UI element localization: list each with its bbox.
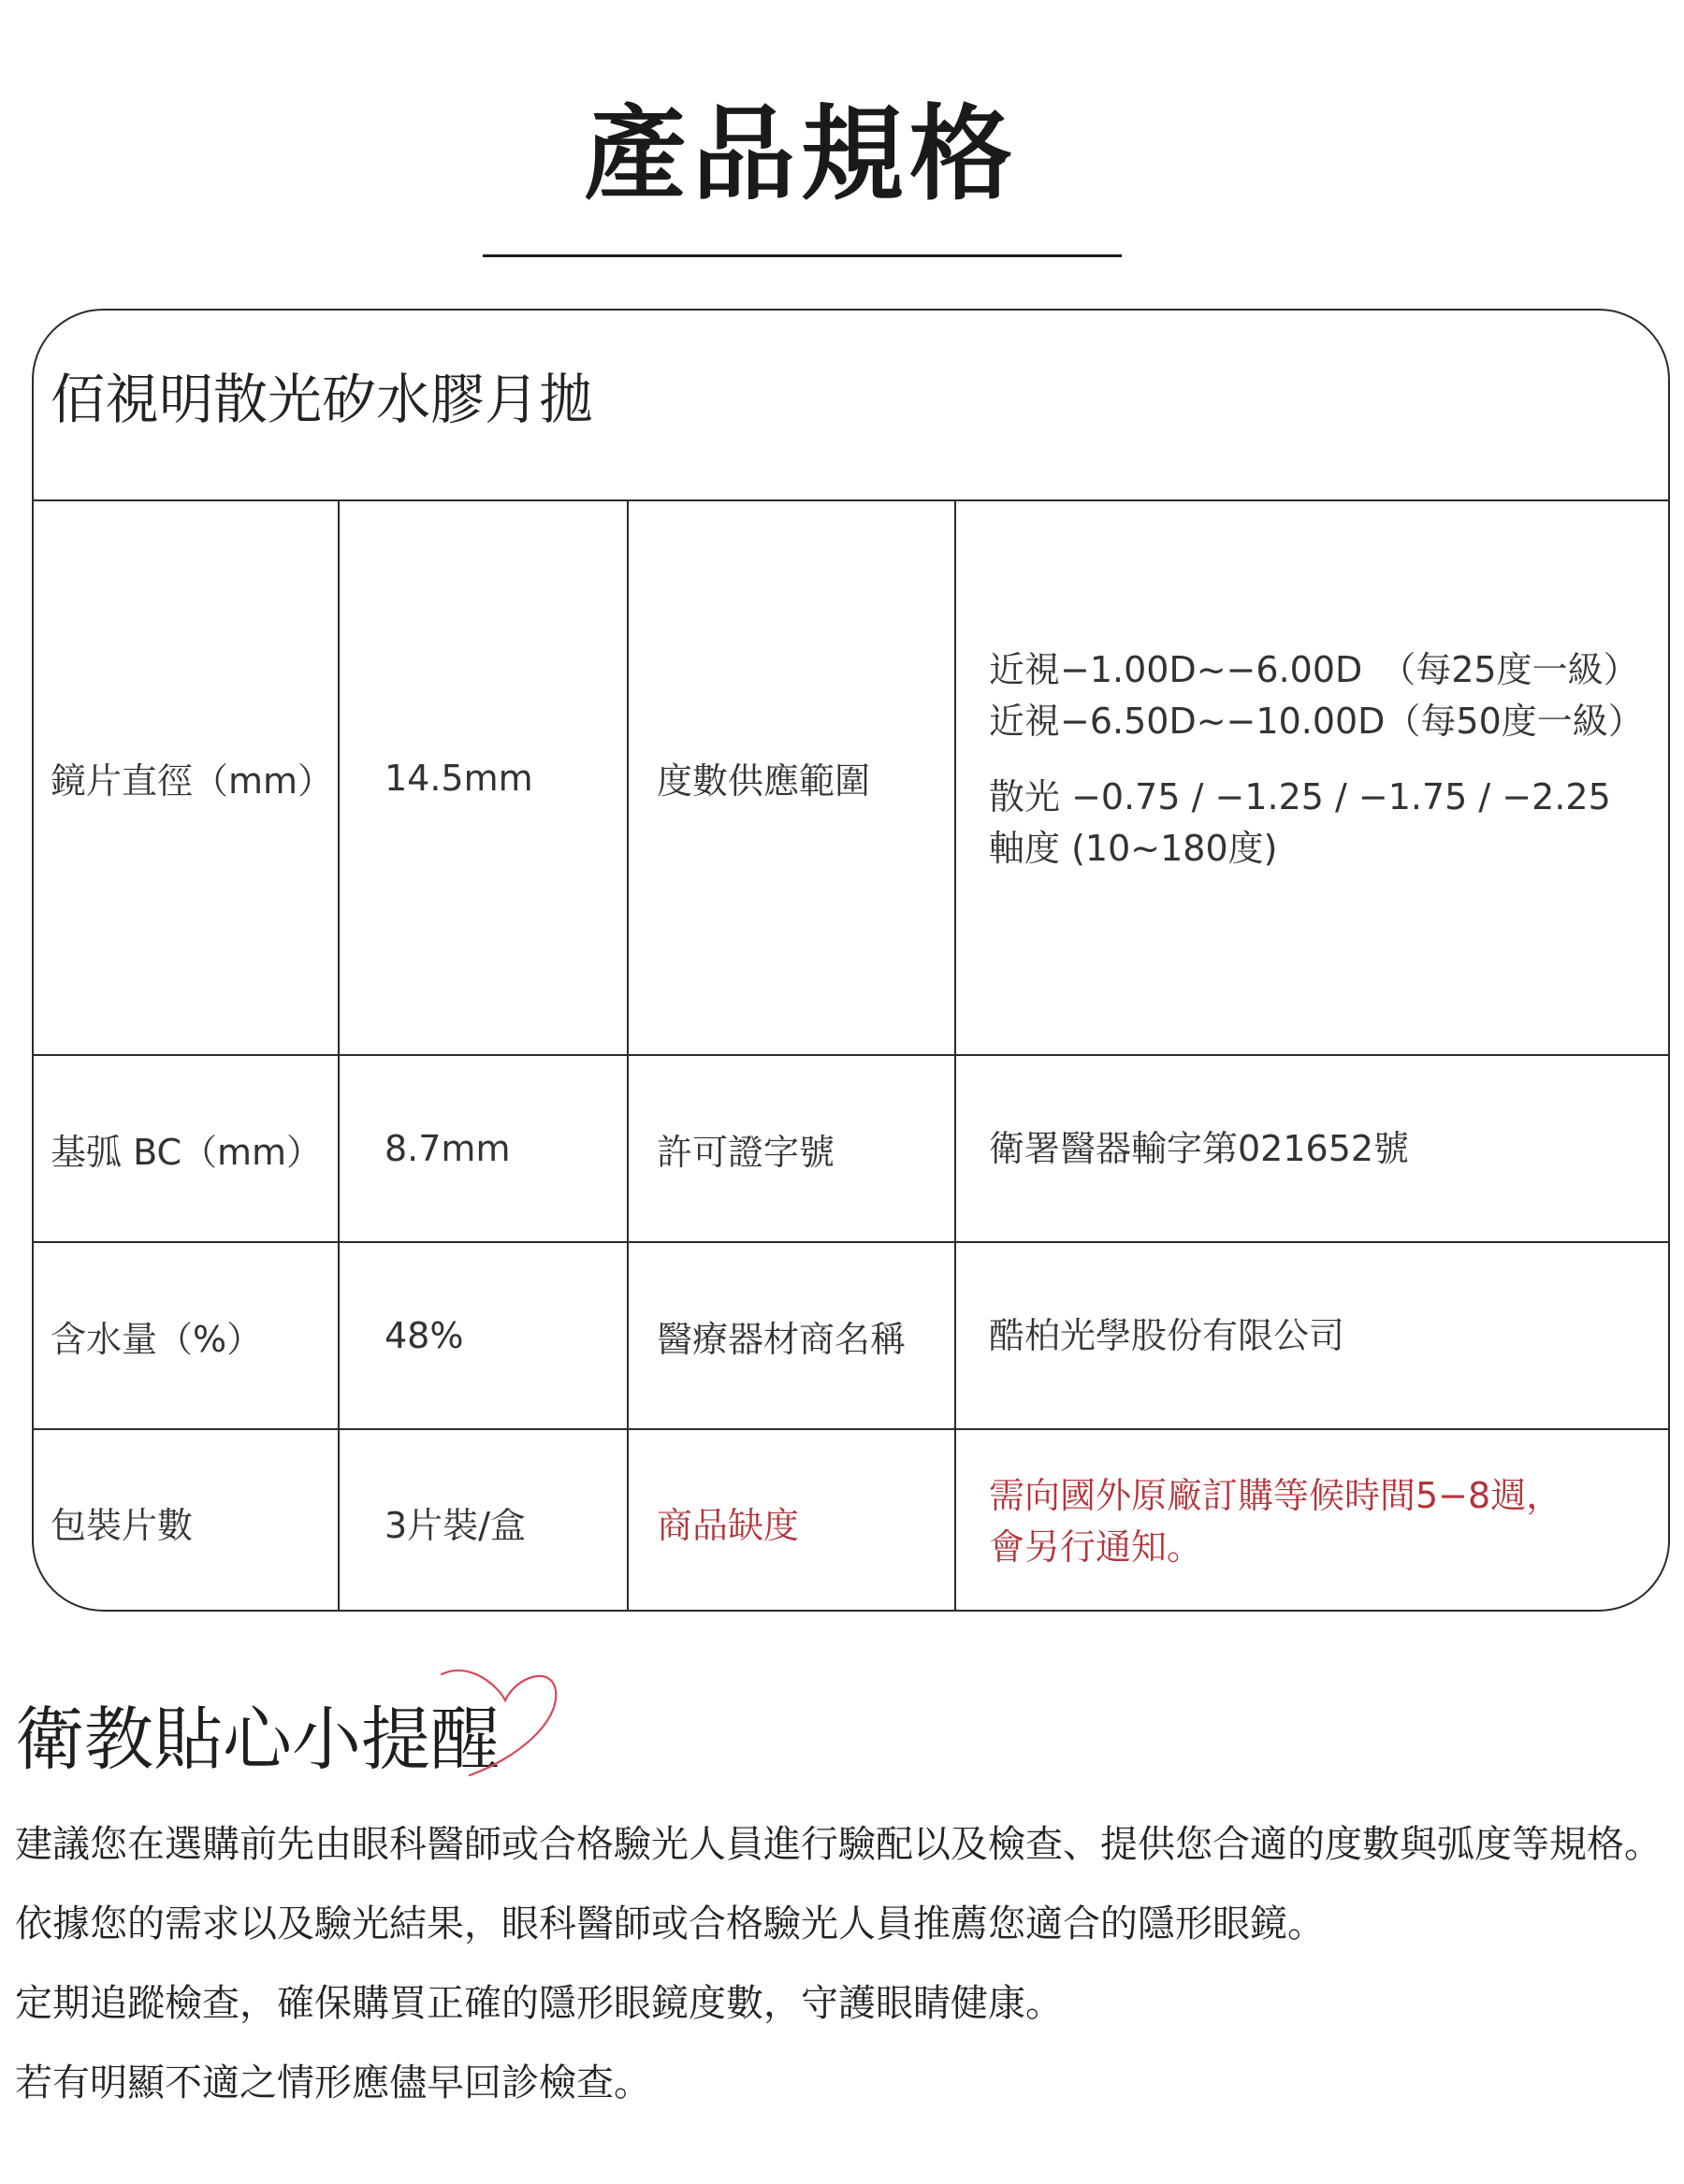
spec-value-vendor — [956, 1243, 1670, 1428]
spec-value-stock — [956, 1430, 1670, 1612]
tip-item: 定期追蹤檢查，確保購買正確的隱形眼鏡度數，守護眼睛健康。 — [15, 1982, 1063, 2025]
tip-item: 若有明顯不適之情形應儘早回診檢查。 — [15, 2061, 651, 2104]
power-range-line: 近視−6.50D~−10.00D（每50度一級） — [989, 700, 1644, 742]
page-title: 產品規格 — [584, 94, 1018, 214]
spec-label-power-range: 度數供應範圍 — [629, 501, 956, 1054]
heart-outline-icon — [432, 1667, 569, 1781]
power-range-line: 散光 −0.75 / −1.25 / −1.75 / −2.25 — [989, 775, 1611, 817]
product-name: 佰視明散光矽水膠月拋 — [51, 368, 594, 431]
license-number: 衛署醫器輸字第021652號 — [989, 1127, 1410, 1169]
spec-row-water-content — [34, 1243, 1668, 1430]
spec-value-license — [956, 1056, 1670, 1241]
spec-row-package — [34, 1430, 1668, 1612]
power-range-line: 近視−1.00D~−6.00D （每25度一級） — [989, 648, 1639, 690]
tip-item: 依據您的需求以及驗光結果，眼科醫師或合格驗光人員推薦您適合的隱形眼鏡。 — [15, 1902, 1325, 1945]
spec-value-base-curve: 8.7mm — [340, 1056, 629, 1241]
spec-label-package: 包裝片數 — [34, 1430, 340, 1612]
spec-row-base-curve — [34, 1056, 1668, 1243]
vendor-name: 酷柏光學股份有限公司 — [989, 1314, 1345, 1356]
spec-value-water-content: 48% — [340, 1243, 629, 1428]
tip-item: 建議您在選購前先由眼科醫師或合格驗光人員進行驗配以及檢查、提供您合適的度數與弧度等規格。 — [15, 1823, 1662, 1866]
spec-header — [34, 311, 1668, 501]
spec-card — [32, 309, 1670, 1612]
tips-title: 衛教貼心小提醒 — [15, 1699, 500, 1780]
power-range-line: 軸度 (10~180度) — [989, 827, 1278, 869]
spec-row-diameter — [34, 501, 1668, 1056]
spec-value-package: 3片裝/盒 — [340, 1430, 629, 1612]
spec-label-stock: 商品缺度 — [629, 1430, 956, 1612]
spec-label-vendor: 醫療器材商名稱 — [629, 1243, 956, 1428]
title-divider — [483, 254, 1122, 257]
spec-label-water-content: 含水量（%） — [34, 1243, 340, 1428]
spec-label-license: 許可證字號 — [629, 1056, 956, 1241]
spec-value-power-range — [956, 501, 1670, 1054]
stock-notice-line: 需向國外原廠訂購等候時間5−8週， — [989, 1475, 1562, 1516]
spec-value-diameter: 14.5mm — [340, 501, 629, 1054]
spec-label-diameter: 鏡片直徑（mm） — [34, 501, 340, 1054]
spec-label-base-curve: 基弧 BC（mm） — [34, 1056, 340, 1241]
stock-notice-line: 會另行通知。 — [989, 1526, 1203, 1568]
